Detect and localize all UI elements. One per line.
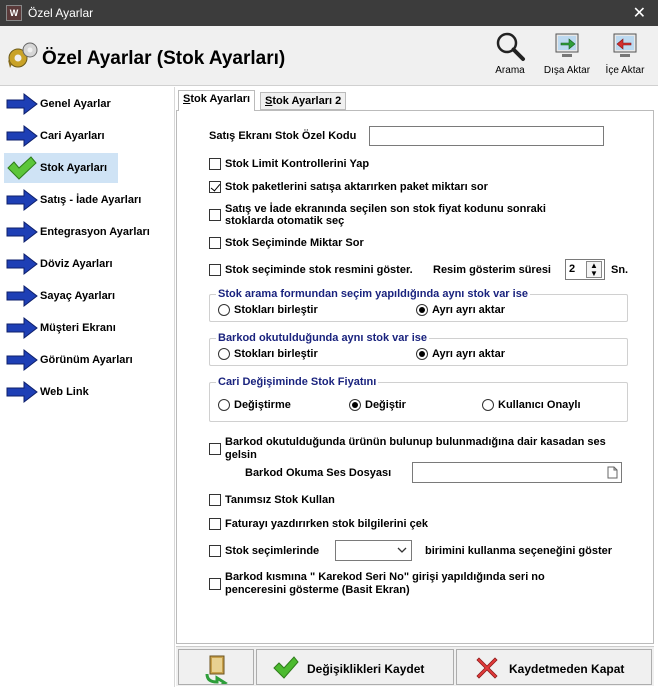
- right-arrow-icon: [6, 348, 38, 372]
- cari-fiyat-group: [209, 376, 628, 422]
- radio-label: Stokları birleştir: [234, 304, 318, 316]
- right-arrow-icon: [6, 316, 38, 340]
- sidebar-item-musteri-ekrani[interactable]: [4, 313, 170, 343]
- file-icon[interactable]: [607, 466, 618, 479]
- checkmark-icon: [273, 656, 299, 680]
- import-button[interactable]: [599, 30, 651, 76]
- sidebar-item-label: Entegrasyon Ayarları: [40, 226, 150, 238]
- right-arrow-icon: [6, 220, 38, 244]
- resim-sure-value: 2: [569, 263, 576, 275]
- tab-content: [176, 110, 654, 644]
- sidebar-item-cari[interactable]: [4, 121, 170, 151]
- tab-mnemonic: S: [265, 95, 273, 107]
- secimlerinde-checkbox[interactable]: [209, 545, 221, 557]
- karekod-label: Barkod kısmına " Karekod Seri No" girişi yapıldığında seri no penceresini gösterme (Basit Ekran): [225, 571, 545, 596]
- search-button[interactable]: [484, 30, 536, 76]
- cancel-button[interactable]: [456, 649, 652, 685]
- kullanici-onayli-radio[interactable]: [482, 399, 494, 411]
- tanimsiz-checkbox[interactable]: [209, 494, 221, 506]
- ozel-kod-label: Satış Ekranı Stok Özel Kodu: [209, 130, 357, 142]
- refresh-button[interactable]: [178, 649, 254, 685]
- stok-arama-ayri-radio[interactable]: [416, 304, 428, 316]
- sidebar-item-label: Müşteri Ekranı: [40, 322, 116, 334]
- ses-dosyasi-label: Barkod Okuma Ses Dosyası: [245, 467, 392, 479]
- tab-mnemonic: S: [183, 93, 191, 105]
- ozel-kod-input[interactable]: [369, 126, 604, 146]
- tab-stok-ayarlari-2[interactable]: [260, 92, 346, 110]
- sidebar-item-label: Görünüm Ayarları: [40, 354, 133, 366]
- radio-label: Değiştirme: [234, 399, 291, 411]
- resim-sure-unit: Sn.: [611, 264, 629, 276]
- sidebar-item-label: Genel Ayarlar: [40, 98, 111, 110]
- degistirme-radio[interactable]: [218, 399, 230, 411]
- app-icon: W: [6, 5, 22, 21]
- gears-icon: [6, 40, 40, 70]
- tab-stok-ayarlari[interactable]: [178, 90, 255, 111]
- limit-label: Stok Limit Kontrollerini Yap: [225, 158, 370, 170]
- spinner-arrows-icon[interactable]: ▲ ▼: [586, 261, 602, 278]
- close-x-icon: [475, 656, 499, 680]
- birim-select[interactable]: [335, 540, 412, 561]
- radio-label: Stokları birleştir: [234, 348, 318, 360]
- sidebar-item-sayac[interactable]: [4, 281, 170, 311]
- radio-label: Değiştir: [365, 399, 406, 411]
- cancel-button-label: Kaydetmeden Kapat: [509, 662, 625, 676]
- paket-label: Stok paketlerini satışa aktarırken paket miktarı sor: [225, 181, 488, 193]
- tab-label: tok Ayarları: [190, 93, 251, 105]
- degistir-radio[interactable]: [349, 399, 361, 411]
- sidebar-item-label: Sayaç Ayarları: [40, 290, 116, 302]
- sidebar-item-label: Satış - İade Ayarları: [40, 194, 142, 206]
- fatura-label: Faturayı yazdırırken stok bilgilerini çek: [225, 518, 428, 530]
- settings-panel: [176, 90, 654, 644]
- stok-arama-group: [209, 288, 628, 322]
- group-title: Barkod okutulduğunda aynı stok var ise: [218, 332, 428, 344]
- secimlerinde-label: Stok seçimlerinde: [225, 545, 320, 557]
- chevron-down-icon: [397, 547, 407, 554]
- sidebar-item-entegrasyon[interactable]: [4, 217, 170, 247]
- sidebar-item-label: Stok Ayarları: [40, 162, 108, 174]
- page-title: Özel Ayarlar (Stok Ayarları): [42, 48, 286, 69]
- magnifier-icon: [494, 30, 526, 62]
- resim-checkbox[interactable]: [209, 264, 221, 276]
- right-arrow-icon: [6, 124, 38, 148]
- stok-arama-birlestir-radio[interactable]: [218, 304, 230, 316]
- sidebar-item-doviz[interactable]: [4, 249, 170, 279]
- resim-label: Stok seçiminde stok resmini göster.: [225, 264, 413, 276]
- karekod-checkbox[interactable]: [209, 578, 221, 590]
- group-title: Stok arama formundan seçim yapıldığında aynı stok var ise: [218, 288, 528, 300]
- footer: [176, 646, 654, 686]
- fiyat-kodu-checkbox[interactable]: [209, 209, 221, 221]
- sidebar-item-label: Döviz Ayarları: [40, 258, 113, 270]
- close-icon[interactable]: ✕: [632, 5, 646, 22]
- sidebar-item-label: Cari Ayarları: [40, 130, 105, 142]
- radio-label: Ayrı ayrı aktar: [432, 348, 505, 360]
- barkod-ses-label: Barkod okutulduğunda ürünün bulunup bulunmadığına dair kasadan ses gelsin: [225, 436, 606, 461]
- right-arrow-icon: [6, 284, 38, 308]
- sidebar-item-gorunum[interactable]: [4, 345, 170, 375]
- birim-label: birimini kullanma seçeneğini göster: [425, 545, 613, 557]
- window-title: Özel Ayarlar: [28, 6, 94, 20]
- right-arrow-icon: [6, 380, 38, 404]
- barkod-ses-checkbox[interactable]: [209, 443, 221, 455]
- right-arrow-icon: [6, 188, 38, 212]
- sidebar-item-satis-iade[interactable]: [4, 185, 170, 215]
- miktar-label: Stok Seçiminde Miktar Sor: [225, 237, 364, 249]
- check-icon: [6, 156, 38, 180]
- barkod-birlestir-radio[interactable]: [218, 348, 230, 360]
- import-icon: [609, 30, 641, 62]
- paket-checkbox[interactable]: [209, 181, 221, 193]
- tab-label: tok Ayarları 2: [272, 95, 342, 107]
- search-button-label: Arama: [495, 65, 525, 76]
- tanimsiz-label: Tanımsız Stok Kullan: [225, 494, 335, 506]
- sidebar-item-label: Web Link: [40, 386, 89, 398]
- radio-label: Kullanıcı Onaylı: [498, 399, 581, 411]
- barkod-ayri-radio[interactable]: [416, 348, 428, 360]
- right-arrow-icon: [6, 252, 38, 276]
- save-button[interactable]: [256, 649, 454, 685]
- sidebar-item-web-link[interactable]: [4, 377, 170, 407]
- sidebar-item-genel[interactable]: [4, 89, 170, 119]
- header: [0, 26, 658, 86]
- fatura-checkbox[interactable]: [209, 518, 221, 530]
- barkod-ayni-stok-group: [209, 332, 628, 366]
- sidebar: [0, 87, 175, 687]
- limit-checkbox[interactable]: [209, 158, 221, 170]
- import-button-label: İçe Aktar: [605, 65, 645, 76]
- ses-dosyasi-input[interactable]: [412, 462, 622, 483]
- sidebar-item-stok[interactable]: [4, 153, 118, 183]
- refresh-icon: [203, 654, 233, 684]
- fiyat-kodu-label: Satış ve İade ekranında seçilen son stok fiyat kodunu sonraki stoklarda otomatik seç: [225, 203, 546, 227]
- export-button-label: Dışa Aktar: [543, 65, 591, 76]
- miktar-checkbox[interactable]: [209, 237, 221, 249]
- resim-sure-label: Resim gösterim süresi: [433, 264, 551, 276]
- radio-label: Ayrı ayrı aktar: [432, 304, 505, 316]
- export-icon: [551, 30, 583, 62]
- group-title: Cari Değişiminde Stok Fiyatını: [218, 376, 377, 388]
- save-button-label: Değişiklikleri Kaydet: [307, 662, 425, 676]
- right-arrow-icon: [6, 92, 38, 116]
- title-bar: [0, 0, 658, 26]
- export-button[interactable]: [541, 30, 593, 76]
- resim-sure-spinner[interactable]: [565, 259, 605, 280]
